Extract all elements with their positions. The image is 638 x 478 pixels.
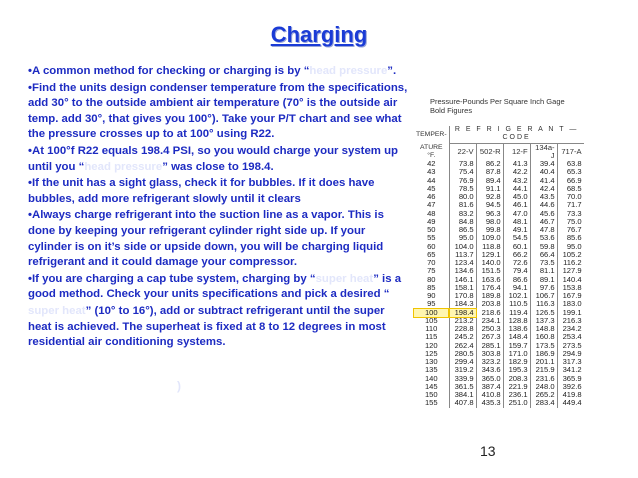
pressure-cell: 54.5 <box>503 234 530 242</box>
pressure-cell: 182.9 <box>503 358 530 366</box>
pressure-cell: 76.7 <box>566 225 582 234</box>
pressure-cell: 71.7 <box>566 200 582 210</box>
pressure-cell: 89.4 <box>476 177 503 185</box>
temp-header-3: °F. <box>414 152 449 161</box>
pressure-cell: 285.1 <box>476 342 503 350</box>
temperature-cell: 155 <box>414 399 449 407</box>
pressure-cell: 140.4 <box>562 274 582 284</box>
pressure-cell: 68.5 <box>566 183 582 193</box>
pressure-cell: 40.4 <box>530 168 557 176</box>
temperature-cell: 47 <box>414 201 449 209</box>
pressure-cell: 44.6 <box>530 201 557 209</box>
pressure-cell: 96.3 <box>476 210 503 218</box>
pressure-cell: 280.5 <box>449 350 476 358</box>
refrigerant-header: R E F R I G E R A N T — CODE <box>449 126 584 143</box>
temperature-cell: 135 <box>414 366 449 374</box>
pressure-cell: 159.7 <box>503 342 530 350</box>
pressure-cell: 87.8 <box>476 168 503 176</box>
pressure-cell: 78.5 <box>449 185 476 193</box>
temperature-cell: 145 <box>414 383 449 391</box>
pressure-cell: 184.3 <box>449 300 476 308</box>
pressure-cell: 86.2 <box>476 160 503 168</box>
pressure-cell: 41.4 <box>530 177 557 185</box>
pressure-cell: 221.9 <box>503 383 530 391</box>
pressure-cell: 106.7 <box>530 292 557 300</box>
code-header: 22-V <box>449 143 476 160</box>
pressure-cell: 236.1 <box>503 391 530 399</box>
pressure-cell: 60.1 <box>503 243 530 251</box>
pressure-cell: 75.0 <box>566 216 582 226</box>
pressure-cell: 198.4 <box>449 309 476 317</box>
bullet-text: •Find the units design condenser temperature from the specifications, add 30° to the outside ambient air temperature (70° is the outside air temp. add 30°, that gives you 100°). Take your P/T chart and see what the pressure crosses up to at 100° using R22. <box>28 81 408 141</box>
temperature-cell: 45 <box>414 185 449 193</box>
faint-keyword: head pressure <box>309 65 388 77</box>
pressure-cell: 148.4 <box>503 333 530 341</box>
pressure-cell: 86.6 <box>503 276 530 284</box>
pressure-cell: 158.1 <box>449 284 476 292</box>
pt-chart-caption <box>430 97 565 115</box>
pressure-cell: 215.9 <box>530 366 557 374</box>
faint-keyword: head pressure <box>84 160 163 173</box>
temperature-cell: 115 <box>414 333 449 341</box>
pressure-cell: 113.7 <box>449 251 476 259</box>
pressure-cell: 250.3 <box>476 325 503 333</box>
pressure-cell: 160.8 <box>530 333 557 341</box>
pressure-cell: 116.3 <box>530 300 557 308</box>
pressure-cell: 75.4 <box>449 168 476 176</box>
pressure-cell: 42.2 <box>503 168 530 176</box>
pressure-cell: 94.1 <box>503 284 530 292</box>
page-number: 13 <box>480 443 496 459</box>
temperature-cell: 150 <box>414 391 449 399</box>
pressure-cell: 66.2 <box>503 251 530 259</box>
pressure-cell: 73.3 <box>566 208 582 218</box>
pressure-cell: 213.2 <box>449 317 476 325</box>
pressure-cell: 419.8 <box>562 390 582 399</box>
pressure-cell: 253.4 <box>562 332 582 342</box>
pressure-cell: 66.4 <box>530 251 557 259</box>
bullet-paragraph <box>28 144 408 175</box>
pressure-cell: 42.4 <box>530 185 557 193</box>
pressure-cell: 189.8 <box>476 292 503 300</box>
temperature-cell: 95 <box>414 300 449 308</box>
pressure-cell: 89.1 <box>530 276 557 284</box>
bullet-paragraph <box>28 304 408 351</box>
pressure-cell: 126.5 <box>530 309 557 317</box>
pressure-cell: 339.9 <box>449 375 476 383</box>
bullet-text-tail: ” was close to 198.4. <box>162 160 274 173</box>
pressure-cell: 66.9 <box>566 175 582 185</box>
pressure-cell: 43.5 <box>530 193 557 201</box>
temperature-cell: 85 <box>414 284 449 292</box>
temperature-cell: 43 <box>414 168 449 176</box>
pressure-cell: 163.6 <box>476 276 503 284</box>
pressure-cell: 86.5 <box>449 226 476 234</box>
pressure-cell: 343.6 <box>476 366 503 374</box>
bullet-text-tail: ” is a good method. Check your units specifications and pick a desired “ <box>28 272 402 301</box>
temperature-cell: 70 <box>414 259 449 267</box>
temperature-cell: 42 <box>414 160 449 168</box>
pressure-cell: 303.8 <box>476 350 503 358</box>
pressure-cell: 81.1 <box>530 267 557 275</box>
pressure-cell: 95.0 <box>566 241 582 251</box>
temperature-cell: 48 <box>414 210 449 218</box>
pressure-cell: 407.8 <box>449 399 476 407</box>
pressure-cell: 47.0 <box>503 210 530 218</box>
temperature-cell: 110 <box>414 325 449 333</box>
pressure-cell: 137.3 <box>530 317 557 325</box>
bullet-paragraph <box>28 272 408 303</box>
pressure-cell: 99.8 <box>476 226 503 234</box>
pressure-cell: 70.0 <box>566 192 582 201</box>
pressure-cell: 170.8 <box>449 292 476 300</box>
faint-keyword: super heat <box>315 272 374 285</box>
pressure-cell: 384.1 <box>449 391 476 399</box>
pressure-cell: 153.8 <box>562 282 582 292</box>
pressure-cell: 267.3 <box>476 333 503 341</box>
pressure-cell: 294.9 <box>562 348 582 358</box>
slide-title: Charging <box>270 22 368 47</box>
faint-keyword: super heat <box>28 304 86 317</box>
pressure-cell: 231.6 <box>530 375 557 383</box>
pressure-cell: 45.6 <box>530 210 557 218</box>
pressure-cell: 98.0 <box>476 218 503 226</box>
pressure-cell: 167.9 <box>562 291 582 300</box>
pressure-cell: 361.5 <box>449 383 476 391</box>
pressure-cell: 365.9 <box>562 373 582 383</box>
pressure-cell: 97.6 <box>530 284 557 292</box>
pressure-cell: 109.0 <box>476 234 503 242</box>
pressure-cell: 218.6 <box>476 309 503 317</box>
bullet-text: •A common method for checking or charging is by “ <box>28 65 310 77</box>
stray-paren: ) <box>177 379 181 393</box>
pressure-cell: 129.1 <box>476 251 503 259</box>
pressure-cell: 273.5 <box>562 340 582 350</box>
pressure-cell: 63.8 <box>566 159 582 168</box>
pressure-cell: 262.4 <box>449 342 476 350</box>
pressure-cell: 45.0 <box>503 193 530 201</box>
pressure-cell: 41.3 <box>503 160 530 168</box>
pressure-cell: 102.1 <box>503 292 530 300</box>
pressure-cell: 138.6 <box>503 325 530 333</box>
pressure-cell: 46.7 <box>530 218 557 226</box>
pressure-cell: 119.4 <box>503 309 530 317</box>
temperature-cell: 130 <box>414 358 449 366</box>
pressure-cell: 47.8 <box>530 226 557 234</box>
pressure-cell: 59.8 <box>530 243 557 251</box>
temperature-cell: 75 <box>414 267 449 275</box>
body-text <box>28 64 408 352</box>
temperature-cell: 50 <box>414 226 449 234</box>
pressure-cell: 148.8 <box>530 325 557 333</box>
pressure-cell: 39.4 <box>530 160 557 168</box>
pressure-cell: 299.4 <box>449 358 476 366</box>
bullet-text-tail: ” (10° to 16°), add or subtract refrigerant until the super heat is achieved. The superheat is fixed at 8 to 12 degrees in most residential air conditioning systems. <box>28 304 386 349</box>
pressure-cell: 435.3 <box>476 399 503 407</box>
temperature-cell: 105 <box>414 317 449 325</box>
pressure-cell: 65.3 <box>566 167 582 177</box>
pressure-cell: 83.2 <box>449 210 476 218</box>
pressure-cell: 183.0 <box>562 299 582 309</box>
pressure-cell: 95.0 <box>449 234 476 242</box>
pressure-cell: 76.9 <box>449 177 476 185</box>
pressure-cell: 43.2 <box>503 177 530 185</box>
pressure-cell: 48.1 <box>503 218 530 226</box>
code-header: 717-A <box>561 146 582 156</box>
temperature-cell: 44 <box>414 177 449 185</box>
pressure-cell: 319.2 <box>449 366 476 374</box>
pressure-cell: 208.3 <box>503 375 530 383</box>
pressure-cell: 251.0 <box>503 399 530 407</box>
pt-chart-table <box>414 126 584 408</box>
pressure-cell: 201.1 <box>530 358 557 366</box>
bullet-paragraph <box>28 64 408 80</box>
pressure-cell: 203.8 <box>476 300 503 308</box>
pressure-cell: 118.8 <box>476 243 503 251</box>
temperature-cell: 125 <box>414 350 449 358</box>
pressure-cell: 323.2 <box>476 358 503 366</box>
pressure-cell: 92.8 <box>476 193 503 201</box>
pressure-cell: 283.4 <box>530 399 557 407</box>
pressure-cell: 116.2 <box>563 258 582 267</box>
temperature-cell: 120 <box>414 342 449 350</box>
temp-header-1: TEMPER- <box>414 126 449 143</box>
pressure-cell: 127.9 <box>562 266 582 276</box>
bullet-text: •If you are charging a cap tube system, charging by “ <box>28 272 316 285</box>
temperature-cell: 65 <box>414 251 449 259</box>
pressure-cell: 128.8 <box>503 317 530 325</box>
caption-line-1: Pressure-Pounds Per Square Inch Gage <box>430 97 565 106</box>
pressure-cell: 134.6 <box>449 267 476 275</box>
temperature-cell: 55 <box>414 234 449 242</box>
pressure-cell: 248.0 <box>530 383 557 391</box>
pressure-cell: 173.5 <box>530 342 557 350</box>
pressure-cell: 110.5 <box>503 300 530 308</box>
pressure-cell: 234.2 <box>562 324 582 333</box>
bullet-text-tail: ”. <box>387 65 397 77</box>
pressure-cell: 265.2 <box>530 391 557 399</box>
code-header: 134a-J <box>530 143 557 160</box>
pressure-cell: 85.6 <box>566 233 582 243</box>
pressure-cell: 49.1 <box>503 226 530 234</box>
pressure-cell: 91.1 <box>476 185 503 193</box>
pressure-cell: 365.0 <box>476 375 503 383</box>
temp-header-2: ATURE <box>414 143 449 152</box>
pressure-cell: 245.2 <box>449 333 476 341</box>
pressure-cell: 449.4 <box>562 398 582 408</box>
pressure-cell: 171.0 <box>503 350 530 358</box>
pressure-cell: 228.8 <box>449 325 476 333</box>
pressure-cell: 146.1 <box>449 276 476 284</box>
bullet-paragraph <box>28 176 408 207</box>
pressure-cell: 81.6 <box>449 201 476 209</box>
pressure-cell: 199.1 <box>562 307 582 317</box>
pressure-cell: 176.4 <box>476 284 503 292</box>
pressure-cell: 72.6 <box>503 259 530 267</box>
pt-row <box>414 399 584 407</box>
temperature-cell: 46 <box>414 193 449 201</box>
temperature-cell: 80 <box>414 276 449 284</box>
pressure-cell: 94.5 <box>476 201 503 209</box>
pressure-cell: 53.6 <box>530 234 557 242</box>
pressure-cell: 140.0 <box>476 259 503 267</box>
caption-line-2: Bold Figures <box>430 106 473 115</box>
pressure-cell: 317.3 <box>562 357 582 366</box>
temperature-cell: 140 <box>414 375 449 383</box>
pressure-cell: 123.4 <box>449 259 476 267</box>
pressure-cell: 104.0 <box>449 243 476 251</box>
pressure-cell: 234.1 <box>476 317 503 325</box>
code-header: 502-R <box>476 143 503 160</box>
temperature-cell: 100 <box>414 309 449 317</box>
pressure-cell: 73.5 <box>530 259 557 267</box>
bullet-paragraph <box>28 208 408 270</box>
temperature-cell: 49 <box>414 218 449 226</box>
code-header: 12-F <box>503 143 530 160</box>
pressure-cell: 216.3 <box>562 315 582 325</box>
pressure-cell: 73.8 <box>449 160 476 168</box>
bullet-text: •Always charge refrigerant into the suction line as a vapor. This is done by keeping your refrigerant cylinder right side up. If your cylinder is on it’s side or upside down, you will be charging liquid refrigerant and it could damage your compressor. <box>28 209 384 269</box>
pressure-cell: 341.2 <box>562 365 582 375</box>
temperature-cell: 90 <box>414 292 449 300</box>
temperature-cell: 60 <box>414 243 449 251</box>
pressure-cell: 195.3 <box>503 366 530 374</box>
bullet-paragraph <box>28 81 408 143</box>
pressure-cell: 387.4 <box>476 383 503 391</box>
pressure-cell: 84.8 <box>449 218 476 226</box>
pressure-cell: 410.8 <box>476 391 503 399</box>
pressure-cell: 392.6 <box>562 381 582 391</box>
pressure-cell: 105.2 <box>562 249 582 259</box>
pressure-cell: 79.4 <box>503 267 530 275</box>
pressure-cell: 46.1 <box>503 201 530 209</box>
pressure-cell: 151.5 <box>476 267 503 275</box>
pressure-cell: 186.9 <box>530 350 557 358</box>
bullet-text: •At 100°f R22 equals 198.4 PSI, so you would charge your system up until you “ <box>28 144 399 173</box>
bullet-text: •If the unit has a sight glass, check it for bubbles. If it does have bubbles, add more refrigerant slowly until it clears <box>28 177 375 205</box>
pressure-cell: 44.1 <box>503 185 530 193</box>
pressure-cell: 80.0 <box>449 193 476 201</box>
